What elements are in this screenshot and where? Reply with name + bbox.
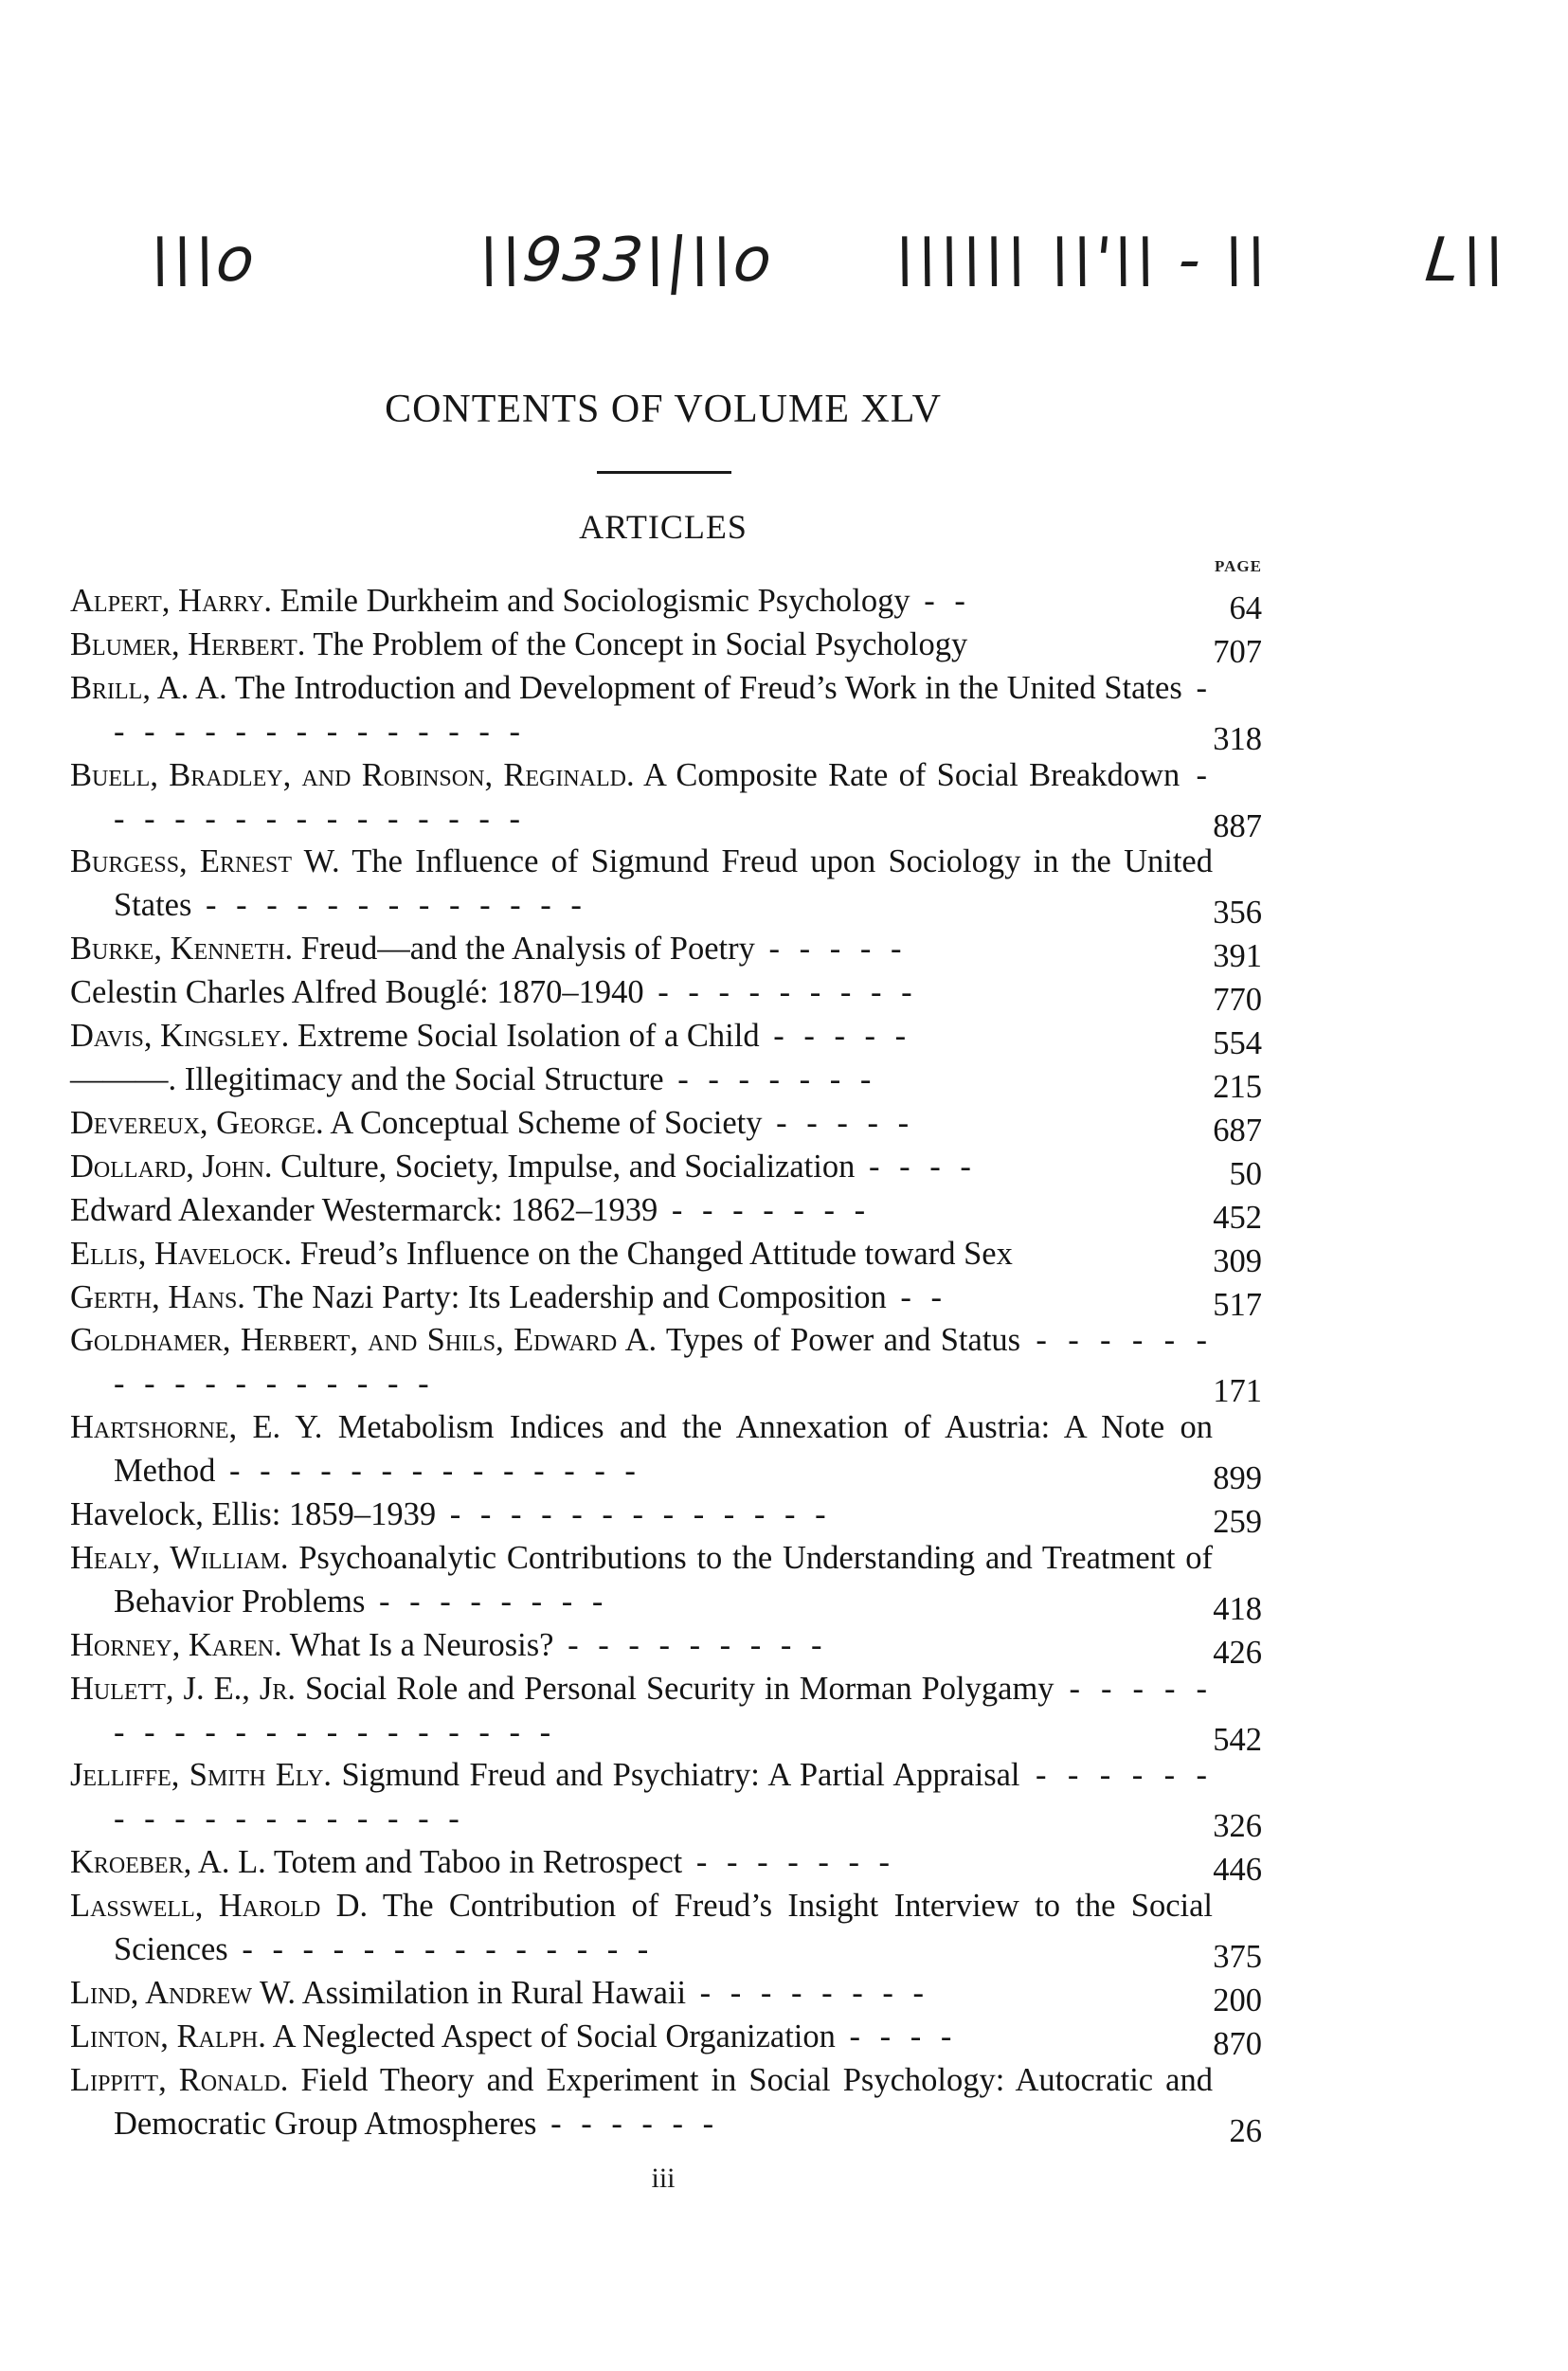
entry-title: Types of Power and Status <box>657 1322 1021 1359</box>
toc-entry <box>70 1885 1266 1976</box>
entry-author: Lasswell, Harold D. <box>70 1888 369 1925</box>
entry-text <box>70 2016 1213 2059</box>
toc-entry <box>70 624 1266 670</box>
dot-leaders: - - - - - - - - - - - - - - - - - - - - <box>114 1670 1213 1750</box>
dot-leaders: - - - - - - - - - - - - - <box>436 1496 832 1533</box>
entry-title: Edward Alexander Westermarck: 1862–1939 <box>70 1191 658 1228</box>
entry-text <box>70 1493 1213 1537</box>
entry-title: The Introduction and Development of Freud’s Work in the United States <box>226 669 1182 706</box>
entry-title: The Nazi Party: Its Leadership and Composition <box>244 1278 887 1315</box>
toc-entry <box>70 1493 1266 1541</box>
entry-author: Dollard, John. <box>70 1148 273 1185</box>
entry-title: A Neglected Aspect of Social Organization <box>265 2018 836 2054</box>
entry-text <box>70 1624 1213 1668</box>
entry-page-number: 200 <box>1213 1982 1262 2018</box>
entry-author: ———. <box>70 1060 177 1097</box>
entry-title: Assimilation in Rural Hawaii <box>296 1975 687 2011</box>
entry-text <box>70 624 1213 667</box>
entry-page-number: 391 <box>1213 938 1262 975</box>
dot-leaders: - - - - - - - - - - - - - - <box>227 1931 655 1968</box>
entry-page-number: 375 <box>1213 1939 1262 1976</box>
entry-page-number: 318 <box>1213 720 1262 757</box>
entry-page-number: 554 <box>1213 1025 1262 1062</box>
entry-title: Emile Durkheim and Sociologismic Psychology <box>271 583 910 619</box>
toc-entry <box>70 2016 1266 2062</box>
page-number: iii <box>651 2163 676 2194</box>
dot-leaders: - - - - - - - - - <box>643 974 918 1011</box>
entry-author: Devereux, George. <box>70 1104 324 1141</box>
entry-title: Freud—and the Analysis of Poetry <box>293 931 755 968</box>
entry-page-number: 326 <box>1213 1808 1262 1845</box>
entry-text <box>70 928 1213 971</box>
dot-leaders: - - - - - - - - <box>686 1975 929 2011</box>
page-column-label: PAGE <box>1215 557 1262 575</box>
entry-text <box>70 1189 1213 1233</box>
toc-entry <box>70 580 1266 624</box>
toc-entry <box>70 1406 1266 1497</box>
dot-leaders: - - - - - - - - - - - - - - - - - <box>114 1322 1213 1403</box>
toc-entry <box>70 2059 1266 2149</box>
entry-author: Hulett, J. E., Jr. <box>70 1670 296 1707</box>
dot-leaders: - - - - - <box>759 1018 912 1055</box>
entry-title: The Problem of the Concept in Social Psychology <box>305 625 968 662</box>
entry-author: Kroeber, A. L. <box>70 1844 266 1881</box>
entry-title: A Composite Rate of Social Breakdown <box>634 756 1181 793</box>
entry-page-number: 517 <box>1213 1286 1262 1323</box>
handwritten-note: \\\\\\ \\'\\ - \\ <box>891 226 1272 296</box>
entry-page-number: 899 <box>1213 1460 1262 1497</box>
toc-entry <box>70 1233 1266 1279</box>
entry-author: Brill, A. A. <box>70 669 227 706</box>
entry-text <box>70 580 1213 624</box>
entry-page-number: 50 <box>1229 1155 1262 1192</box>
entry-text <box>70 1146 1213 1189</box>
entry-title: Havelock, Ellis: 1859–1939 <box>70 1496 437 1533</box>
entry-author: Jelliffe, Smith Ely. <box>70 1757 333 1794</box>
entry-page-number: 542 <box>1213 1721 1262 1758</box>
toc-entry <box>70 971 1266 1019</box>
entry-author: Goldhamer, Herbert, and Shils, Edward A. <box>70 1322 658 1359</box>
entry-page-number: 870 <box>1213 2025 1262 2062</box>
dot-leaders: - - - - <box>855 1148 977 1185</box>
entry-text <box>70 667 1213 754</box>
toc-entry <box>70 928 1266 975</box>
entry-author: Linton, Ralph. <box>70 2018 266 2054</box>
contents-list <box>70 580 1266 2149</box>
toc-entry <box>70 1189 1266 1236</box>
entry-text <box>70 1754 1213 1841</box>
toc-entry <box>70 1537 1266 1627</box>
toc-entry <box>70 1668 1266 1758</box>
entry-author: Ellis, Havelock. <box>70 1235 293 1272</box>
toc-entry <box>70 1146 1266 1192</box>
entry-title: Social Role and Personal Security in Morman Polygamy <box>295 1670 1054 1707</box>
entry-text <box>70 1537 1213 1624</box>
entry-title: Celestin Charles Alfred Bouglé: 1870–1940 <box>70 974 644 1011</box>
toc-entry <box>70 1059 1266 1105</box>
entry-author: Burgess, Ernest W. <box>70 843 340 880</box>
page-title: CONTENTS OF VOLUME XLV <box>385 388 942 431</box>
entry-title: What Is a Neurosis? <box>281 1626 554 1663</box>
dot-leaders: - - - - - - - - - <box>553 1626 828 1663</box>
entry-title: Metabolism Indices and the Annexation of Austria: A Note on Method <box>114 1409 1214 1490</box>
dot-leaders: - - - - - - - - - - - - - - - <box>114 669 1213 750</box>
dot-leaders: - - - - - - - <box>658 1191 872 1228</box>
entry-author: Blumer, Herbert. <box>70 625 306 662</box>
entry-text <box>70 754 1213 842</box>
entry-text <box>70 841 1213 928</box>
entry-page-number: 687 <box>1213 1112 1262 1149</box>
toc-entry <box>70 667 1266 757</box>
entry-author: Lippitt, Ronald. <box>70 2061 289 2098</box>
entry-page-number: 418 <box>1213 1590 1262 1627</box>
entry-page-number: 356 <box>1213 895 1262 932</box>
entry-author: Lind, Andrew W. <box>70 1975 296 2011</box>
handwritten-note: L\\ <box>1422 226 1510 296</box>
toc-entry <box>70 754 1266 842</box>
entry-title: Extreme Social Isolation of a Child <box>289 1018 760 1055</box>
section-heading: ARTICLES <box>579 508 748 546</box>
entry-title: Culture, Society, Impulse, and Socialization <box>272 1148 856 1185</box>
entry-text <box>70 971 1213 1015</box>
dot-leaders: - - - - - - - - - - - - - - <box>215 1453 641 1490</box>
entry-title: Totem and Taboo in Retrospect <box>265 1844 683 1881</box>
entry-title: The Influence of Sigmund Freud upon Sociology in the United States <box>114 843 1213 924</box>
entry-author: Davis, Kingsley. <box>70 1018 290 1055</box>
dot-leaders: - - - - - - - - <box>365 1583 609 1620</box>
handwritten-call-number <box>0 226 1568 311</box>
dot-leaders: - - <box>910 583 971 619</box>
toc-entry <box>70 1624 1266 1671</box>
entry-text <box>70 1059 1213 1102</box>
entry-author: Gerth, Hans. <box>70 1278 245 1315</box>
toc-entry <box>70 1276 1266 1323</box>
dot-leaders: - - - - - - - <box>682 1844 896 1881</box>
entry-page-number: 215 <box>1213 1068 1262 1105</box>
toc-entry <box>70 1841 1266 1889</box>
entry-title: The Contribution of Freud’s Insight Interview to the Social Sciences <box>114 1888 1213 1968</box>
entry-text <box>70 1406 1213 1493</box>
toc-entry <box>70 1972 1266 2016</box>
entry-page-number: 26 <box>1229 2112 1262 2149</box>
entry-page-number: 887 <box>1213 807 1262 844</box>
entry-title: Psychoanalytic Contributions to the Understanding and Treatment of Behavior Problems <box>114 1539 1213 1620</box>
dot-leaders: - - - - - - - - - - - - - - - - - - <box>114 1757 1214 1837</box>
entry-text <box>70 1233 1213 1276</box>
entry-page-number: 707 <box>1213 633 1262 670</box>
entry-text <box>70 1885 1213 1972</box>
dot-leaders: - - - - - - <box>536 2105 720 2142</box>
entry-title: Field Theory and Experiment in Social Psychology: Autocratic and Democratic Group Atmospheres <box>114 2061 1213 2142</box>
entry-text <box>70 1102 1213 1146</box>
entry-text <box>70 1668 1213 1755</box>
entry-title: A Conceptual Scheme of Society <box>323 1104 763 1141</box>
handwritten-note: \\933\|\\o <box>475 226 777 296</box>
entry-text <box>70 1841 1213 1885</box>
toc-entry <box>70 1754 1266 1845</box>
entry-author: Healy, William. <box>70 1539 289 1576</box>
entry-title: Illegitimacy and the Social Structure <box>176 1060 664 1097</box>
entry-page-number: 309 <box>1213 1242 1262 1279</box>
toc-entry <box>70 1015 1266 1062</box>
entry-author: Alpert, Harry. <box>70 583 272 619</box>
entry-text <box>70 2059 1213 2146</box>
dot-leaders: - - - - <box>835 2018 958 2054</box>
entry-page-number: 171 <box>1213 1373 1262 1410</box>
dot-leaders: - - <box>886 1278 947 1315</box>
dot-leaders: - - - - - <box>762 1104 915 1141</box>
entry-page-number: 259 <box>1213 1504 1262 1541</box>
entry-text <box>70 1319 1213 1406</box>
entry-page-number: 426 <box>1213 1634 1262 1671</box>
dot-leaders: - - - - - - - - - - - - - - - <box>114 756 1213 837</box>
toc-entry <box>70 1319 1266 1410</box>
dot-leaders: - - - - - - - - - - - - - <box>191 887 587 924</box>
entry-page-number: 770 <box>1213 982 1262 1019</box>
entry-author: Hartshorne, E. Y. <box>70 1409 323 1446</box>
toc-entry <box>70 1102 1266 1149</box>
dot-leaders: - - - - - <box>754 931 908 968</box>
entry-author: Horney, Karen. <box>70 1626 282 1663</box>
entry-author: Buell, Bradley, and Robinson, Reginald. <box>70 756 635 793</box>
toc-entry <box>70 841 1266 932</box>
entry-page-number: 64 <box>1229 590 1262 626</box>
entry-page-number: 446 <box>1213 1852 1262 1889</box>
entry-page-number: 452 <box>1213 1199 1262 1236</box>
entry-title: Sigmund Freud and Psychiatry: A Partial Appraisal <box>332 1757 1020 1794</box>
dot-leaders: - - - - - - - <box>663 1060 877 1097</box>
entry-author: Burke, Kenneth. <box>70 931 294 968</box>
entry-text <box>70 1015 1213 1059</box>
title-rule <box>597 471 731 474</box>
handwritten-note: \\\o <box>146 226 260 296</box>
entry-text <box>70 1972 1213 2016</box>
entry-title: Freud’s Influence on the Changed Attitude toward Sex <box>292 1235 1013 1272</box>
entry-text <box>70 1276 1213 1320</box>
